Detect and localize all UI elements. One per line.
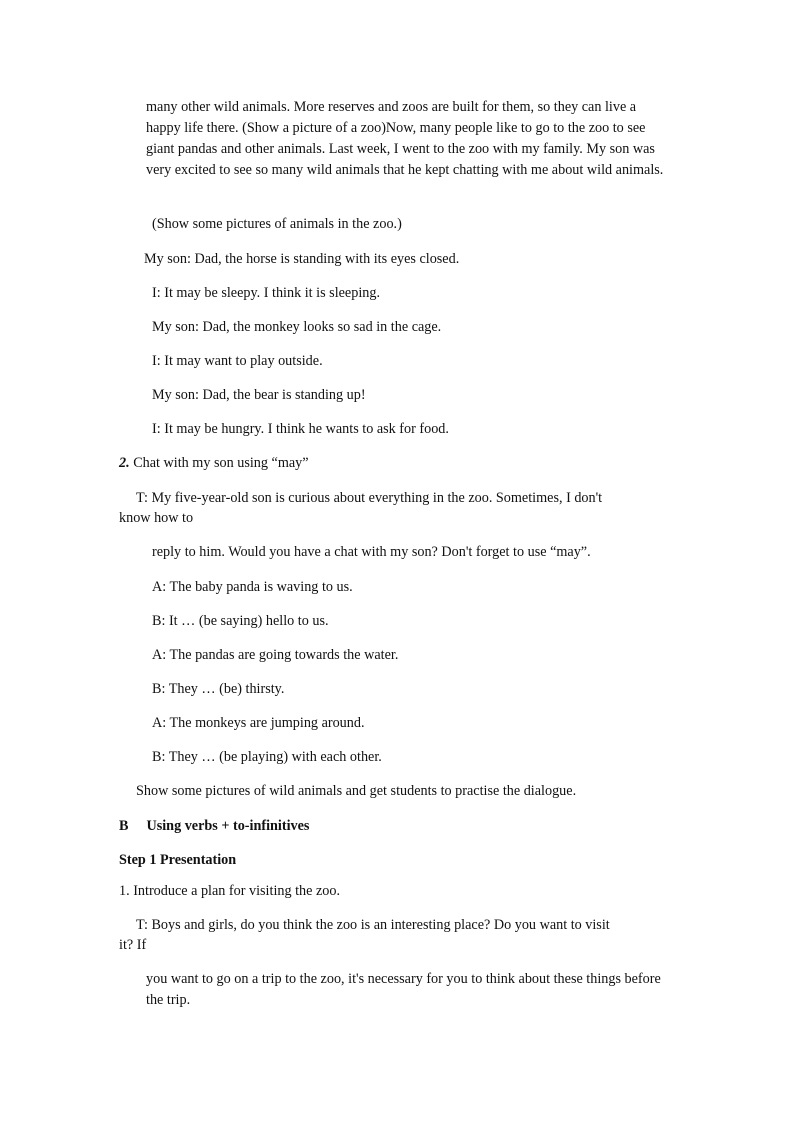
section-letter: B — [119, 818, 129, 834]
teacher-line-reply: reply to him. Would you have a chat with my son? Don't forget to use “may”. — [152, 544, 591, 560]
section-title: Using verbs + to-infinitives — [146, 818, 310, 834]
dialogue-line: I: It may want to play outside. — [152, 353, 323, 369]
step-heading: Step 1 Presentation — [119, 852, 237, 868]
dialogue-line: I: It may be hungry. I think he wants to ask for food. — [152, 421, 449, 437]
stage-direction: (Show some pictures of animals in the zoo.) — [152, 216, 402, 232]
section-b-heading — [119, 816, 309, 836]
dialogue-line: A: The monkeys are jumping around. — [152, 715, 365, 731]
dialogue-line: I: It may be sleepy. I think it is sleeping. — [152, 285, 381, 301]
closing-paragraph: you want to go on a trip to the zoo, it's necessary for you to think about these things before the trip. — [146, 971, 661, 1008]
teacher-line-cont: it? If — [119, 937, 147, 953]
dialogue-line: My son: Dad, the bear is standing up! — [152, 387, 366, 403]
dialogue-line: My son: Dad, the monkey looks so sad in the cage. — [152, 319, 442, 335]
section-2-heading — [119, 453, 309, 473]
teacher-line-cont: know how to — [119, 510, 194, 526]
teacher-line: T: Boys and girls, do you think the zoo is an interesting place? Do you want to visit — [136, 917, 610, 933]
dialogue-line: A: The baby panda is waving to us. — [152, 579, 353, 595]
dialogue-line: B: They … (be) thirsty. — [152, 681, 285, 697]
teacher-line: T: My five-year-old son is curious about everything in the zoo. Sometimes, I don't — [136, 490, 603, 506]
dialogue-line: B: It … (be saying) hello to us. — [152, 613, 329, 629]
dialogue-line: B: They … (be playing) with each other. — [152, 749, 382, 765]
section-title: Chat with my son using “may” — [133, 455, 309, 471]
instruction-line: Show some pictures of wild animals and get students to practise the dialogue. — [136, 783, 577, 799]
dialogue-line: A: The pandas are going towards the water. — [152, 647, 399, 663]
section-number: 2. — [119, 455, 130, 471]
dialogue-line: My son: Dad, the horse is standing with its eyes closed. — [144, 251, 460, 267]
list-item: 1. Introduce a plan for visiting the zoo. — [119, 883, 341, 899]
intro-paragraph: many other wild animals. More reserves and zoos are built for them, so they can live a happy life there. (Show a picture of a zoo)Now, many people like to go to the zoo to see giant pandas and other animals. Last week, I went to the zoo with my family. My son was very excited to see so many wild animals that he kept chatting with me about wild animals. — [146, 99, 664, 178]
